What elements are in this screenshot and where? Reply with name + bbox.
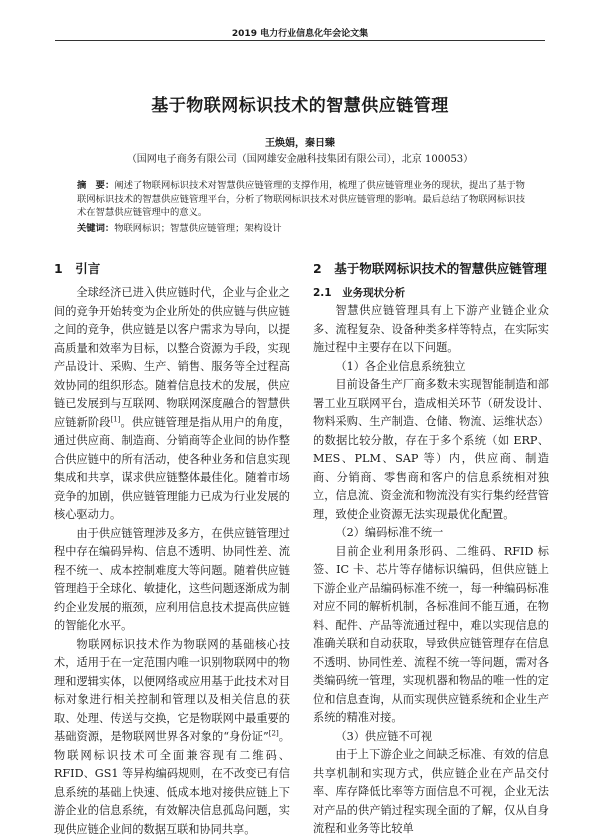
citation: [1]	[111, 415, 121, 423]
item-heading: （3）供应链不可视	[313, 728, 549, 747]
section-1-heading: 1 引言	[54, 260, 290, 278]
paper-affiliation: （国网电子商务有限公司（国网雄安金融科技集团有限公司），北京 100053）	[0, 150, 600, 165]
abstract-text: 阐述了物联网标识技术对智慧供应链管理的支撑作用，梳理了供应链管理业务的现状，提出了基于物联网标识技术的智慧供应链管理平台，分析了物联网标识技术对供应链管理的影响。最后总结了物联网标识技术在智慧供应链管理中的意义。	[77, 180, 525, 218]
paper-title: 基于物联网标识技术的智慧供应链管理	[0, 91, 600, 116]
paragraph-text: 。供应链管理是指从用户的角度，通过供应商、制造商、分销商等企业间的协作整合供应链中的所有活动，使各种业务和信息实现集成和共享，谋求供应链整体最佳化。随着市场竞争的加剧，供应链管理能力已成为行业发展的核心驱动力。	[54, 416, 290, 522]
abstract	[77, 179, 525, 220]
paragraph	[54, 284, 290, 525]
paragraph: 目前设备生产厂商多数未实现智能制造和部署工业互联网平台，造成相关环节（研发设计、物料采购、生产制造、仓储、物流、运维状态）的数据比较分散，存在于多个系统（如 ERP、MES、PLM、SAP 等）内，供应商、制造商、分销商、零售商和客户的信息系统相对独立，信息流、资金流和物流没有实行集约经营管理，致使企业资源无法实现最优化配置。	[313, 376, 549, 524]
paragraph: 由于上下游企业之间缺乏标准、有效的信息共享机制和实现方式，供应链企业在产品交付率、库存降低比率等方面信息不可视，企业无法对产品的供产销过程实现全面的了解，仅从自身流程和业务等比较单	[313, 746, 549, 839]
paragraph: 智慧供应链管理具有上下游产业链企业众多、流程复杂、设备种类多样等特点，在实际实施过程中主要存在以下问题。	[313, 302, 549, 358]
right-column	[313, 260, 549, 839]
paragraph-text: 。物联网标识技术可全面兼容现有二维码、RFID、GS1 等异构编码规则，在不改变已有信息系统的基础上快速、低成本地对接供应链上下游企业的信息系统，有效解决信息孤岛问题，实现供应链企业间的数据互联和协同共享。	[54, 730, 290, 836]
keywords	[77, 220, 525, 234]
paragraph-text: 全球经济已进入供应链时代，企业与企业之间的竞争开始转变为企业所处的供应链与供应链之间的竞争，供应链是以客户需求为导向，以提高质量和效率为目标，以整合资源为手段，实现产品设计、采购、生产、销售、服务等全过程高效协同的组织形态。随着信息技术的发展，供应链已发展到与互联网、物联网深度融合的智慧供应链新阶段	[54, 286, 290, 429]
header-rule	[55, 40, 545, 41]
paragraph: 目前企业利用条形码、二维码、RFID 标签、IC 卡、芯片等存储标识编码，但供应链上下游企业产品编码标准不统一，每一种编码标准对应不同的解析机制，各标准间不能互通，在物料、配件、产品等流通过程中，难以实现信息的准确关联和自动获取，导致供应链管理存在信息不透明、协同性差、流程不统一等问题，需对各类编码统一管理，实现机器和物品的唯一性的定位和信息查询，从而实现供应链系统和企业生产系统的精准对接。	[313, 543, 549, 728]
left-column	[54, 260, 290, 839]
section-2-heading: 2 基于物联网标识技术的智慧供应链管理	[313, 260, 549, 278]
keywords-text: 物联网标识；智慧供应链管理；架构设计	[114, 223, 281, 234]
citation: [2]	[269, 729, 279, 737]
running-header: 2019 电力行业信息化年会论文集	[0, 26, 600, 39]
paragraph-text: 物联网标识技术作为物联网的基础核心技术，适用于在一定范围内唯一识别物联网中的物理和逻辑实体，以便网络或应用基于此技术对目标对象进行相关控制和管理以及相关信息的获取、处理、传送与交换，它是物联网中最重要的基础资源，是物联网世界各对象的“身份证”	[54, 638, 290, 744]
paper-authors: 王焕娟，秦日臻	[0, 134, 600, 149]
keywords-label: 关键词：	[77, 223, 114, 234]
subsection-2-1-heading: 2.1 业务现状分析	[313, 284, 549, 302]
paragraph	[54, 636, 290, 839]
item-heading: （1）各企业信息系统独立	[313, 358, 549, 377]
paragraph: 由于供应链管理涉及多方，在供应链管理过程中存在编码异构、信息不透明、协同性差、流程不统一、成本控制难度大等问题。随着供应链管理趋于全球化、敏捷化，这些问题逐渐成为制约企业发展的瓶颈，应利用信息技术提高供应链的智能化水平。	[54, 525, 290, 636]
abstract-label: 摘 要：	[77, 180, 114, 191]
item-heading: （2）编码标准不统一	[313, 524, 549, 543]
